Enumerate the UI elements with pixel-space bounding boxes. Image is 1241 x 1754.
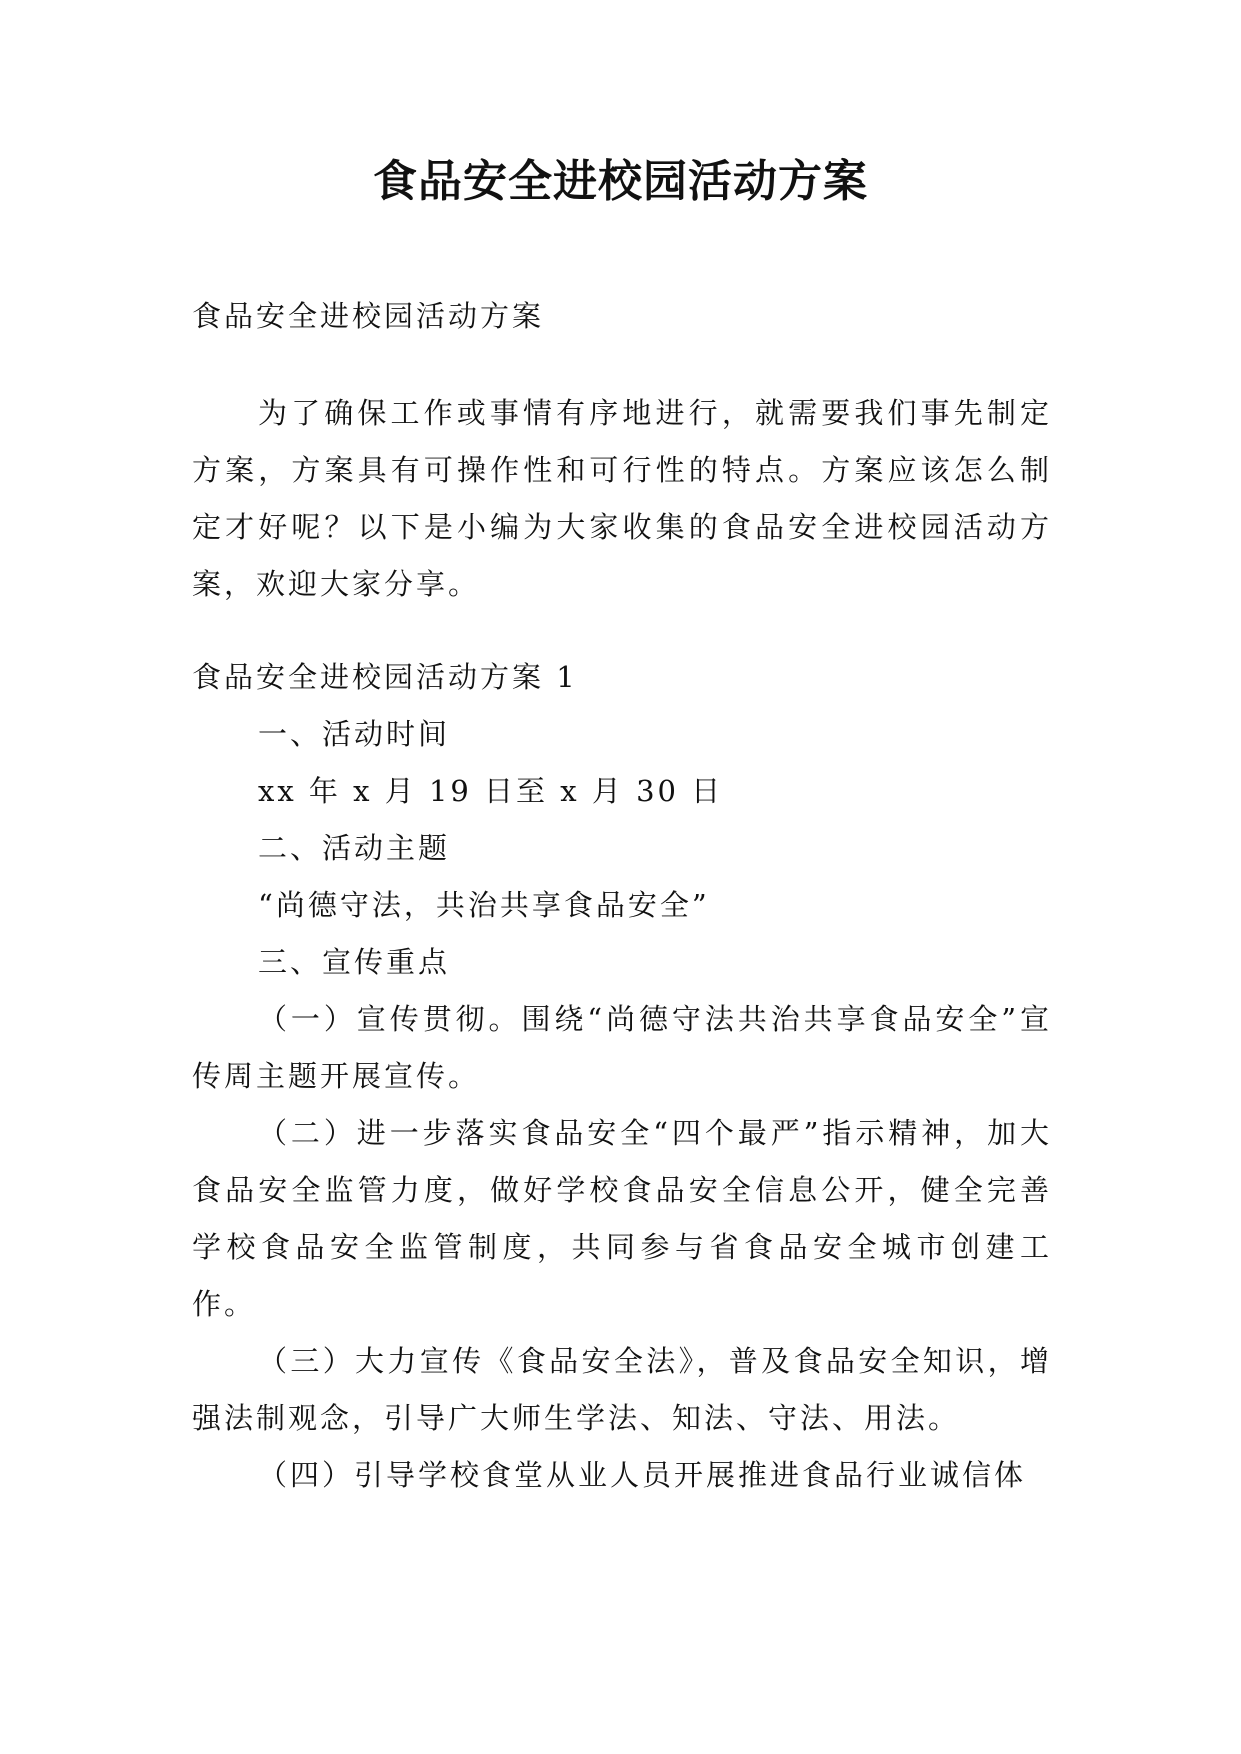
document-subtitle: 食品安全进校园活动方案 <box>192 299 545 333</box>
focus-item-3: （三）大力宣传《食品安全法》，普及食品安全知识，增强法制观念，引导广大师生学法、知法、守法、用法。 <box>192 1344 1052 1435</box>
activity-time-value: xx 年 x 月 19 日至 x 月 30 日 <box>258 774 724 808</box>
heading-activity-theme: 二、活动主题 <box>258 831 451 865</box>
focus-item-2: （二）进一步落实食品安全“四个最严”指示精神，加大食品安全监管力度，做好学校食品安全信息公开，健全完善学校食品安全监管制度，共同参与省食品安全城市创建工作。 <box>192 1116 1052 1321</box>
heading-publicity-focus: 三、宣传重点 <box>258 945 451 979</box>
document-body <box>192 288 1052 1504</box>
section-title: 食品安全进校园活动方案 1 <box>192 660 578 694</box>
focus-item-1: （一）宣传贯彻。围绕“尚德守法共治共享食品安全”宣传周主题开展宣传。 <box>192 1002 1052 1093</box>
activity-theme-value: “尚德守法，共治共享食品安全” <box>258 888 710 922</box>
focus-item-4: （四）引导学校食堂从业人员开展推进食品行业诚信体 <box>258 1458 1027 1492</box>
document-title: 食品安全进校园活动方案 <box>373 156 868 207</box>
heading-activity-time: 一、活动时间 <box>258 717 451 751</box>
intro-paragraph: 为了确保工作或事情有序地进行，就需要我们事先制定方案，方案具有可操作性和可行性的特点。方案应该怎么制定才好呢？以下是小编为大家收集的食品安全进校园活动方案，欢迎大家分享。 <box>192 396 1052 601</box>
